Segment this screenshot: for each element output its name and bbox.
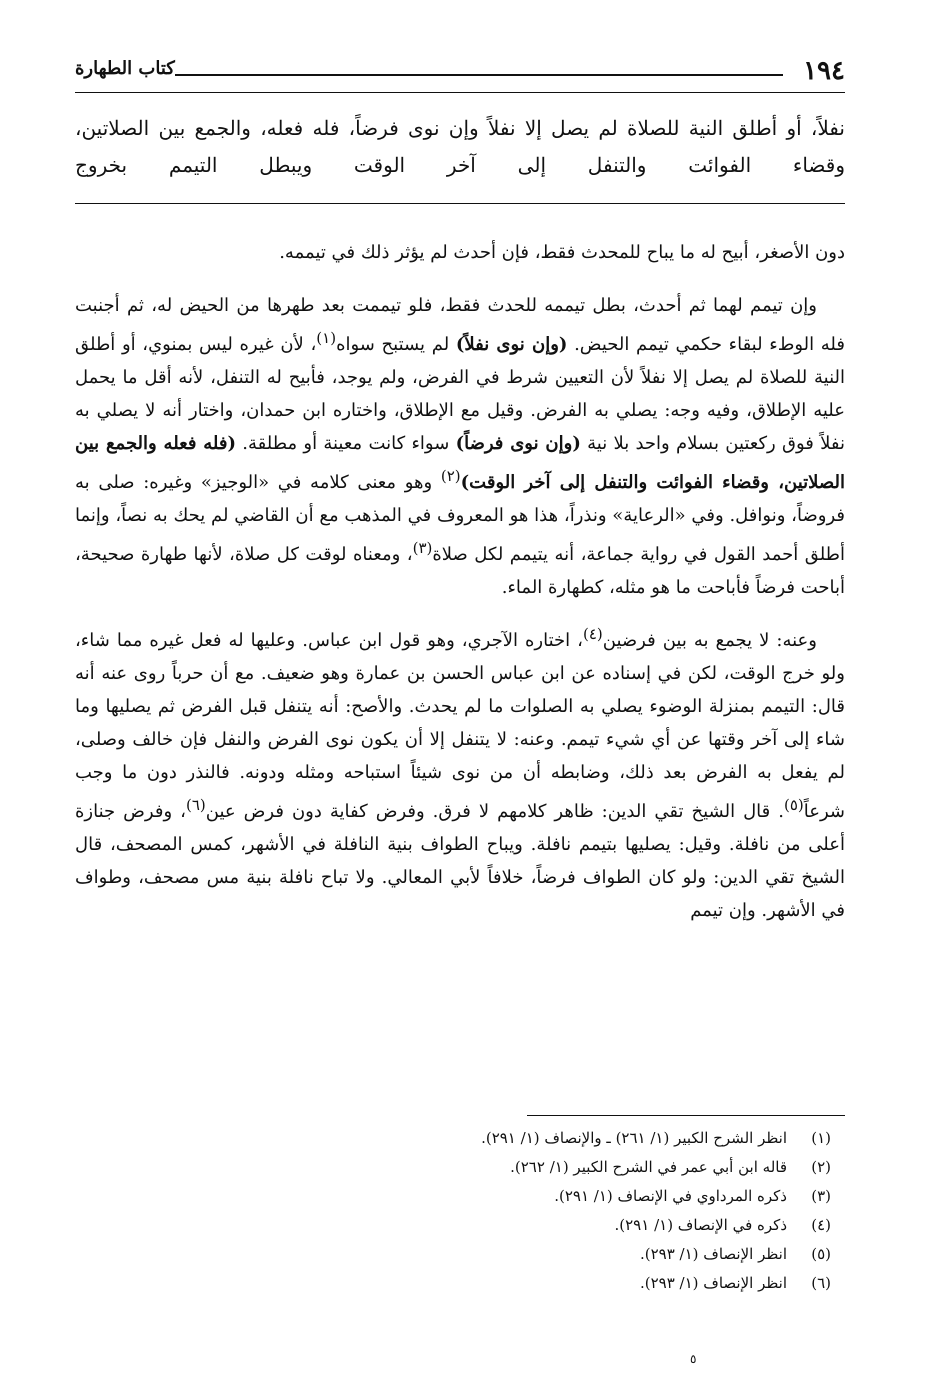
footnote-text: ذكره المرداوي في الإنصاف (١/ ٢٩١). <box>554 1187 787 1205</box>
footnote-ref: (٥) <box>783 796 804 814</box>
text-run: لم يستبح سواه <box>336 334 456 355</box>
footnote-number: (٥) <box>811 1245 831 1263</box>
footnote <box>75 1240 845 1269</box>
page-header <box>75 52 845 92</box>
text-run: ، وفرض جنازة أعلى من نافلة. وقيل: يصليها بتيمم نافلة. ويباح الطواف بنية النافلة في الأشهر، كمس المصحف، قال الشيخ تقي الدين: ولو كان الطواف فرضاً، خلافاً لأبي المعالي. ولا تباح نافلة بنية مس مصحف، وطواف في الأشهر. وإن تيمم <box>75 801 845 921</box>
text-run: وإن تيمم لهما ثم أحدث، بطل تيممه للحدث فقط، فلو تيممت بعد طهرها من الحيض له، ثم أجنبت فله الوطء لبقاء حكمي تيمم الحيض. <box>75 295 845 355</box>
quoted-matn: (فله فعله والجمع بين الصلاتين، وقضاء الفوائت والتنفل إلى آخر الوقت) <box>75 433 845 493</box>
text-run: سواء كانت معينة أو مطلقة. <box>236 433 456 454</box>
paragraph-2 <box>75 289 845 604</box>
paragraph-3 <box>75 618 845 927</box>
footnote <box>75 1269 845 1298</box>
footnote-separator <box>527 1115 845 1116</box>
header-rule <box>175 74 783 76</box>
footnote-text: انظر الإنصاف (١/ ٢٩٣). <box>639 1245 787 1263</box>
header-underline <box>75 92 845 93</box>
matn-text: نفلاً، أو أطلق النية للصلاة لم يصل إلا نفلاً وإن نوى فرضاً، فله فعله، والجمع بين الصلاتين، وقضاء الفوائت والتنفل إلى آخر الوقت ويبطل التيمم بخروج <box>75 116 845 177</box>
text-run: وعنه: لا يجمع به بين فرضين <box>602 630 817 651</box>
footnote <box>75 1153 845 1182</box>
matn-separator <box>75 203 845 204</box>
footnote-text: قاله ابن أبي عمر في الشرح الكبير (١/ ٢٦٢). <box>510 1158 787 1176</box>
quoted-matn: (وإن نوى نفلاً) <box>455 334 568 355</box>
text-run: . قال الشيخ تقي الدين: ظاهر كلامهم لا فرق. وفرض كفاية دون فرض عين <box>205 801 784 822</box>
printer-signature: ٥ <box>690 1352 697 1366</box>
footnote-ref: (١) <box>316 329 337 347</box>
text-run: ، لأن غيره ليس بمنوي، أو أطلق النية للصلاة لم يصل إلا نفلاً لأن التعيين شرط في الفرض، ولم يوجد، فأبيح له التنفل، لأنه أقل ما يحمل عليه الإطلاق، وفيه وجه: يصلي به الفرض. وقيل مع الإطلاق، واختاره ابن حمدان، واختار أنه لا يصلي به نفلاً فوق ركعتين بسلام واحد بلا نية <box>75 334 846 454</box>
commentary <box>75 236 845 927</box>
footnote <box>75 1211 845 1240</box>
quoted-matn: (وإن نوى فرضاً) <box>455 433 581 454</box>
footnote-number: (٦) <box>811 1274 831 1292</box>
text-run: وهو معنى كلامه في «الوجيز» وغيره: صلى به فروضاً، ونوافل. وفي «الرعاية» ونذراً، هذا هو المعروف في المذهب مع أن القاضي لم يحك به نصاً، وإنما أطلق أحمد القول في رواية جماعة، أنه يتيمم لكل صلاة <box>75 472 845 565</box>
footnote-number: (٣) <box>811 1187 831 1205</box>
footnote <box>75 1182 845 1211</box>
footnote-text: ذكره في الإنصاف (١/ ٢٩١). <box>614 1216 787 1234</box>
running-title: كتاب الطهارة <box>75 58 175 79</box>
footnote-ref: (٦) <box>185 796 206 814</box>
book-page <box>75 0 845 1375</box>
footnotes <box>75 1124 845 1298</box>
footnote <box>75 1124 845 1153</box>
text-run: ، اختاره الآجري، وهو قول ابن عباس. وعليها له فعل غيره مما شاء، ولو خرج الوقت، لكن في إسناده عن ابن عباس الحسن بن عمارة وهو ضعيف. مع أن حرباً روى عنه أنه قال: التيمم بمنزلة الوضوء يصلي به الصلوات ما لم يحدث. والأصح: أنه يتنفل قبل الفرض ثم يصليها وما شاء إلى آخر وقتها عن أي شيء تيمم. وعنه: لا يتنفل إلا أن يكون نوى الفرض والنفل فإن خالف وصلى، لم يفعل به الفرض بعد ذلك، وضابطه أن من نوى شيئاً استباحه ومثله ودونه. فالنذر دون ما وجب شرعاً <box>75 630 845 822</box>
footnote-ref: (٣) <box>412 539 433 557</box>
footnote-number: (٢) <box>811 1158 831 1176</box>
page-number: ١٩٤ <box>803 56 845 86</box>
footnote-text: انظر الإنصاف (١/ ٢٩٣). <box>639 1274 787 1292</box>
footnote-number: (٤) <box>811 1216 831 1234</box>
text-run: ، ومعناه لوقت كل صلاة، لأنها طهارة صحيحة، أباحت فرضاً فأباحت ما هو مثله، كطهارة الماء. <box>75 544 845 598</box>
paragraph-1: دون الأصغر، أبيح له ما يباح للمحدث فقط، فإن أحدث لم يؤثر ذلك في تيممه. <box>279 242 845 263</box>
footnote-ref: (٢) <box>440 467 461 485</box>
footnote-text: انظر الشرح الكبير (١/ ٢٦١) ـ والإنصاف (١/ ٢٩١). <box>481 1129 787 1147</box>
footnote-number: (١) <box>811 1129 831 1147</box>
footnote-ref: (٤) <box>582 625 603 643</box>
